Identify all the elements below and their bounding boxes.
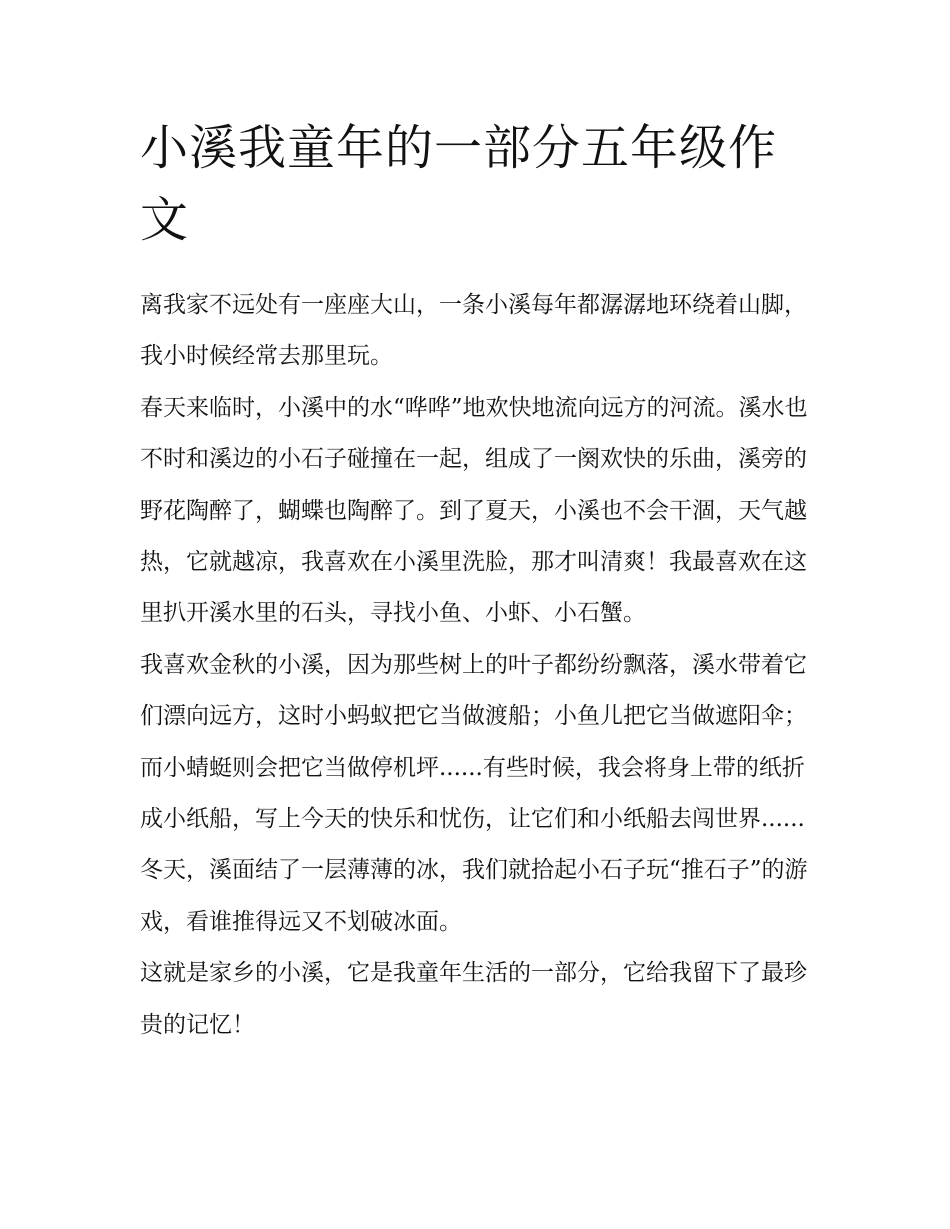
document-body: [140, 280, 818, 1051]
paragraph-4: 这就是家乡的小溪，它是我童年生活的一部分，它给我留下了最珍贵的记忆！: [140, 960, 807, 1038]
paragraph-1: 离我家不远处有一座座大山，一条小溪每年都潺潺地环绕着山脚，我小时候经常去那里玩。: [140, 292, 807, 370]
paragraph-3: 我喜欢金秋的小溪，因为那些树上的叶子都纷纷飘落，溪水带着它们漂向远方，这时小蚂蚁把它当做渡船；小鱼儿把它当做遮阳伞；而小蜻蜓则会把它当做停机坪......有些时候，我会将身上带的纸折成小纸船，写上今天的快乐和忧伤，让它们和小纸船去闯世界......冬天，溪面结了一层薄薄的冰，我们就拾起小石子玩“推石子”的游戏，看谁推得远又不划破冰面。: [140, 651, 808, 935]
paragraph-2: 春天来临时，小溪中的水“哗哗”地欢快地流向远方的河流。溪水也不时和溪边的小石子碰撞在一起，组成了一阕欢快的乐曲，溪旁的野花陶醉了，蝴蝶也陶醉了。到了夏天，小溪也不会干涸，天气越热，它就越凉，我喜欢在小溪里洗脸，那才叫清爽！我最喜欢在这里扒开溪水里的石头，寻找小鱼、小虾、小石蟹。: [140, 394, 808, 627]
document-title: 小溪我童年的一部分五年级作文: [140, 120, 778, 248]
